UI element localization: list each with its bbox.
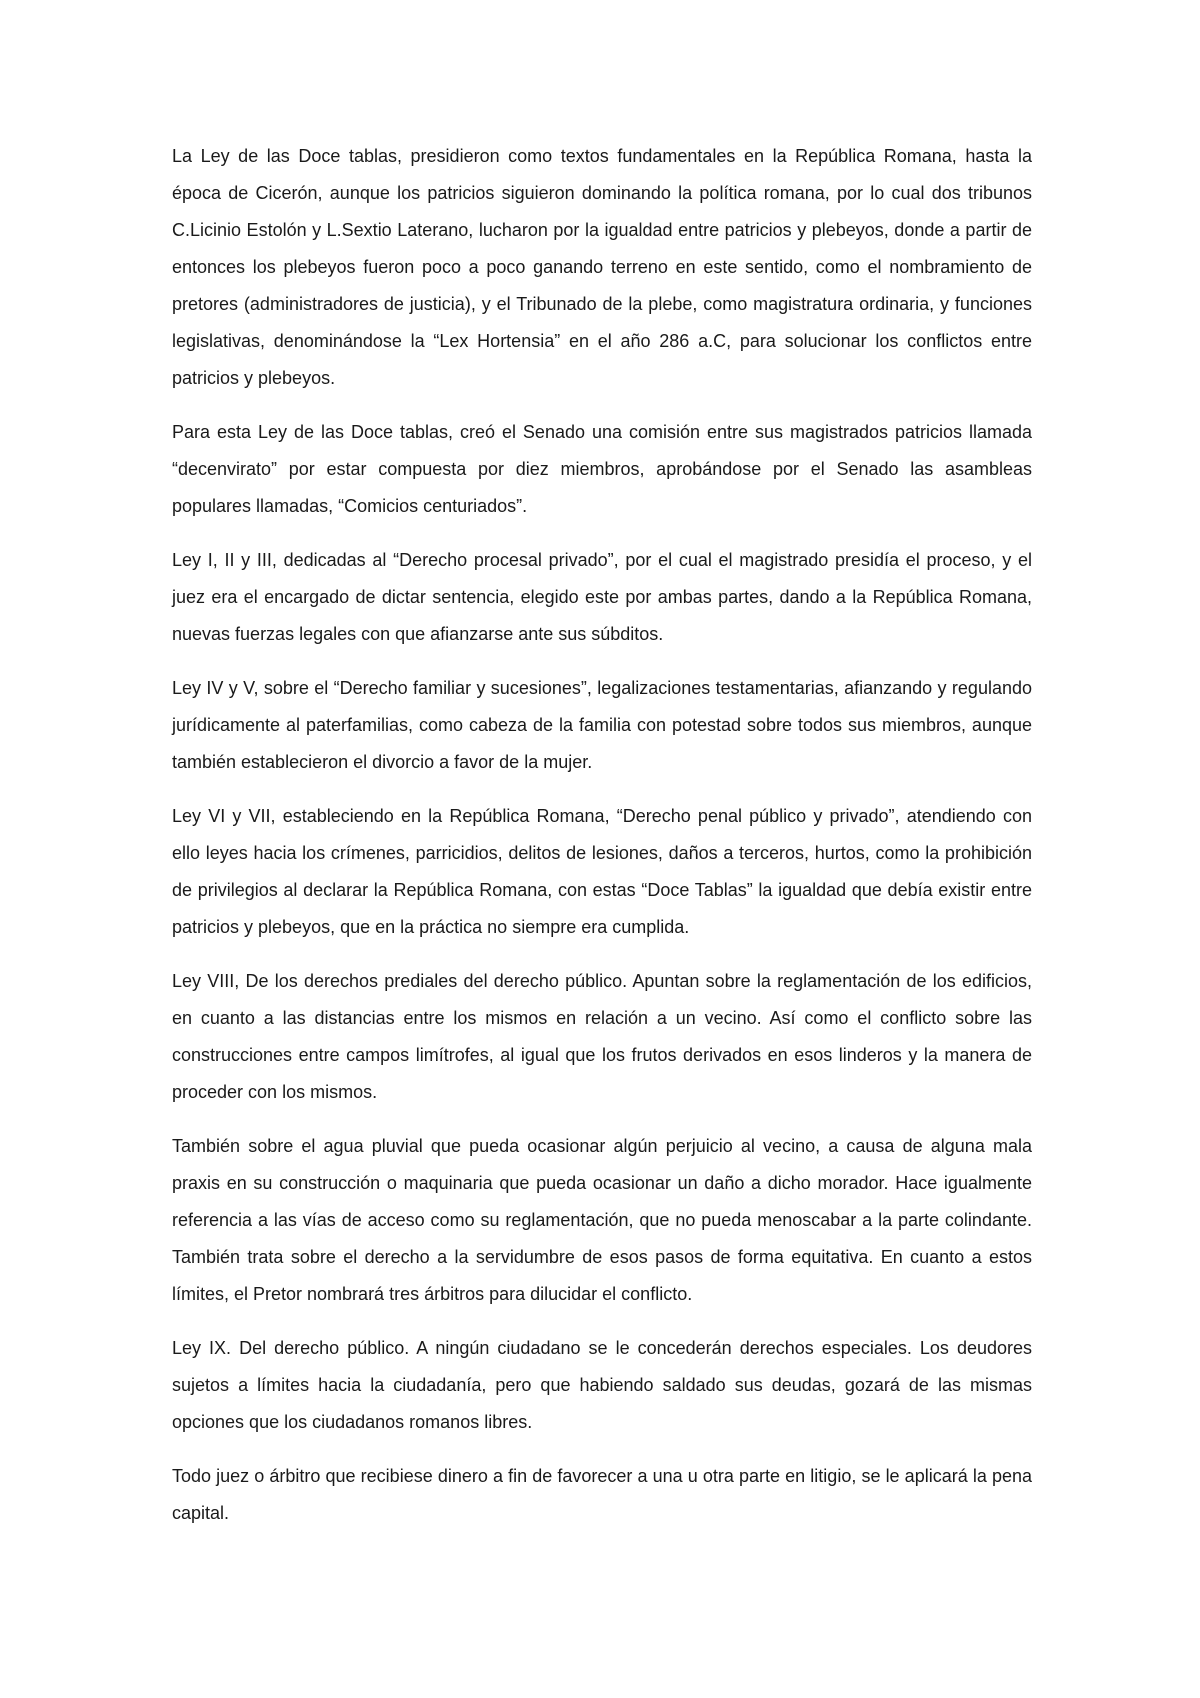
paragraph-2: Para esta Ley de las Doce tablas, creó el Senado una comisión entre sus magistrados patricios llamada “decenvirato” por estar compuesta por diez miembros, aprobándose por el Senado las asambleas populares llamadas, “Comicios centuriados”. [172, 422, 1032, 516]
paragraph-4: Ley IV y V, sobre el “Derecho familiar y sucesiones”, legalizaciones testamentarias, afianzando y regulando jurídicamente al paterfamilias, como cabeza de la familia con potestad sobre todos sus miembros, aunque también establecieron el divorcio a favor de la mujer. [172, 678, 1032, 772]
paragraph-3: Ley I, II y III, dedicadas al “Derecho procesal privado”, por el cual el magistrado presidía el proceso, y el juez era el encargado de dictar sentencia, elegido este por ambas partes, dando a la República Romana, nuevas fuerzas legales con que afianzarse ante sus súbditos. [172, 550, 1032, 644]
document-body [172, 138, 1032, 1549]
paragraph-5: Ley VI y VII, estableciendo en la República Romana, “Derecho penal público y privado”, atendiendo con ello leyes hacia los crímenes, parricidios, delitos de lesiones, daños a terceros, hurtos, como la prohibición de privilegios al declarar la República Romana, con estas “Doce Tablas” la igualdad que debía existir entre patricios y plebeyos, que en la práctica no siempre era cumplida. [172, 806, 1032, 937]
paragraph-6: Ley VIII, De los derechos prediales del derecho público. Apuntan sobre la reglamentación de los edificios, en cuanto a las distancias entre los mismos en relación a un vecino. Así como el conflicto sobre las construcciones entre campos limítrofes, al igual que los frutos derivados en esos linderos y la manera de proceder con los mismos. [172, 971, 1032, 1102]
paragraph-8: Ley IX. Del derecho público. A ningún ciudadano se le concederán derechos especiales. Los deudores sujetos a límites hacia la ciudadanía, pero que habiendo saldado sus deudas, gozará de las mismas opciones que los ciudadanos romanos libres. [172, 1338, 1032, 1432]
paragraph-9: Todo juez o árbitro que recibiese dinero a fin de favorecer a una u otra parte en litigio, se le aplicará la pena capital. [172, 1466, 1032, 1523]
paragraph-1: La Ley de las Doce tablas, presidieron como textos fundamentales en la República Romana, hasta la época de Cicerón, aunque los patricios siguieron dominando la política romana, por lo cual dos tribunos C.Licinio Estolón y L.Sextio Laterano, lucharon por la igualdad entre patricios y plebeyos, donde a partir de entonces los plebeyos fueron poco a poco ganando terreno en este sentido, como el nombramiento de pretores (administradores de justicia), y el Tribunado de la plebe, como magistratura ordinaria, y funciones legislativas, denominándose la “Lex Hortensia” en el año 286 a.C, para solucionar los conflictos entre patricios y plebeyos. [172, 146, 1032, 388]
paragraph-7: También sobre el agua pluvial que pueda ocasionar algún perjuicio al vecino, a causa de alguna mala praxis en su construcción o maquinaria que pueda ocasionar un daño a dicho morador. Hace igualmente referencia a las vías de acceso como su reglamentación, que no pueda menoscabar a la parte colindante. También trata sobre el derecho a la servidumbre de esos pasos de forma equitativa. En cuanto a estos límites, el Pretor nombrará tres árbitros para dilucidar el conflicto. [172, 1136, 1032, 1304]
